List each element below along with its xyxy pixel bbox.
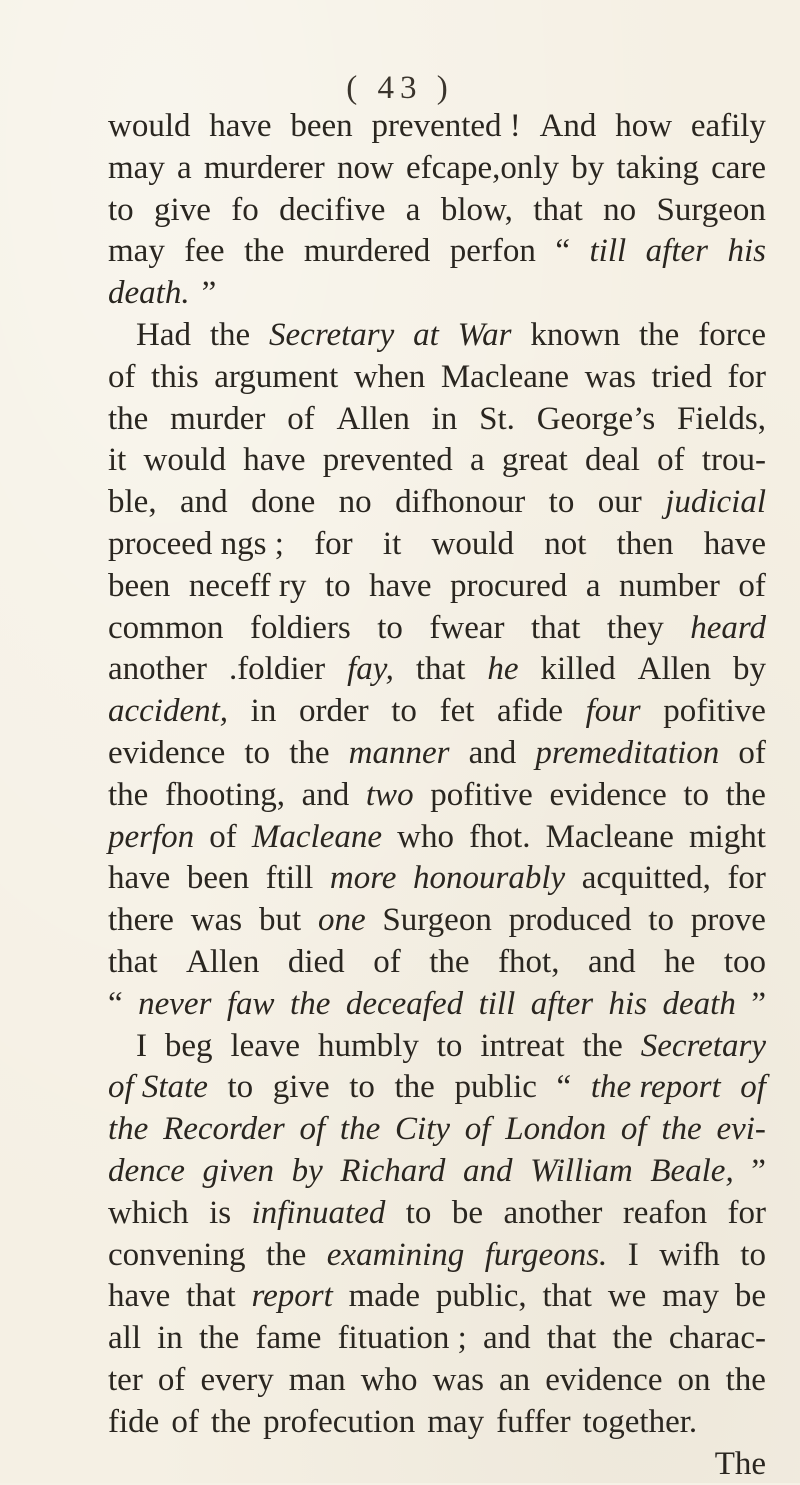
word: there (108, 900, 174, 942)
word: too (724, 942, 766, 984)
word: another (503, 1193, 602, 1235)
word: on (678, 1360, 711, 1402)
page-number: ( 43 ) (0, 70, 800, 107)
italic-word: and (463, 1151, 513, 1193)
text-line (108, 190, 766, 232)
word: in (157, 1318, 183, 1360)
italic-word: Macleane (252, 817, 382, 859)
word: trou- (702, 440, 766, 482)
italic-word: evi- (716, 1109, 765, 1151)
word: I (628, 1235, 639, 1277)
word: “ (555, 231, 570, 273)
word: have (108, 858, 170, 900)
word: humbly (318, 1026, 419, 1068)
word: of (738, 733, 766, 775)
italic-word: till (479, 984, 516, 1026)
word: it (383, 524, 401, 566)
word: prevented ! (371, 106, 520, 148)
word: fame (255, 1318, 321, 1360)
word: the (726, 775, 766, 817)
italic-word: accident, (108, 691, 228, 733)
word: for (727, 858, 765, 900)
word: together. (583, 1402, 698, 1444)
word: to (377, 608, 403, 650)
word: of (657, 440, 685, 482)
text-line (108, 1235, 766, 1277)
text-line (108, 1151, 766, 1193)
word: order (299, 691, 369, 733)
word: but (259, 900, 301, 942)
body-text (108, 106, 766, 1485)
text-line (108, 440, 766, 482)
word: Surgeon (382, 900, 491, 942)
word: produced (509, 900, 632, 942)
text-line (108, 942, 766, 984)
word: argument (214, 357, 338, 399)
word: the (583, 1026, 623, 1068)
word: an (499, 1360, 530, 1402)
word: George’s (537, 399, 656, 441)
word: to (683, 775, 709, 817)
word: foldiers (250, 608, 351, 650)
word: that (416, 649, 465, 691)
word: was (433, 1360, 484, 1402)
word: to (740, 1235, 766, 1277)
word: that (533, 190, 582, 232)
text-line (108, 1067, 766, 1109)
word: common (108, 608, 223, 650)
italic-word: two (366, 775, 414, 817)
text-line (108, 1444, 766, 1485)
italic-word: manner (349, 733, 450, 775)
word: was (585, 357, 636, 399)
word: is (209, 1193, 231, 1235)
text-line (108, 858, 766, 900)
text-line (108, 775, 766, 817)
word: and (588, 942, 636, 984)
italic-word: four (586, 691, 641, 733)
word: we (608, 1276, 646, 1318)
word: would (431, 524, 514, 566)
word: Macleane (546, 817, 674, 859)
word: would (144, 440, 227, 482)
text-line (108, 817, 766, 859)
italic-word: fay, (347, 649, 394, 691)
word: “ (108, 984, 123, 1026)
italic-word: death. (108, 273, 190, 315)
word: be (735, 1276, 766, 1318)
word: Allen (638, 649, 711, 691)
word: have (243, 440, 305, 482)
word: Had (136, 315, 191, 357)
word: neceff ry (189, 566, 307, 608)
word: by (571, 148, 604, 190)
italic-word: premeditation (535, 733, 719, 775)
word: fuffer (496, 1402, 571, 1444)
word: fhooting, (165, 775, 285, 817)
word: which (108, 1193, 189, 1235)
word: afide (497, 691, 563, 733)
italic-word: his (609, 984, 648, 1026)
word: Surgeon (657, 190, 766, 232)
word: ” (751, 1151, 766, 1193)
italic-word: the report (591, 1067, 721, 1109)
italic-word: Secretary (641, 1026, 766, 1068)
word: been (108, 566, 170, 608)
italic-word: at (413, 315, 439, 357)
italic-word: Richard (340, 1151, 445, 1193)
word: the (211, 1402, 251, 1444)
word: ” (202, 273, 217, 315)
word: taking (616, 148, 698, 190)
text-line (108, 357, 766, 399)
word: procured (450, 566, 567, 608)
word: care (711, 148, 766, 190)
word: no (339, 482, 372, 524)
word: to (349, 1067, 375, 1109)
word: the (266, 1235, 306, 1277)
word: Macleane (441, 357, 569, 399)
italic-word: his (727, 231, 766, 273)
word: man (289, 1360, 346, 1402)
word: to (437, 1026, 463, 1068)
italic-word: death (663, 984, 736, 1026)
word: of (373, 942, 401, 984)
word: proceed ngs ; (108, 524, 284, 566)
word: convening (108, 1235, 245, 1277)
text-line (108, 733, 766, 775)
word: may (427, 1402, 484, 1444)
word: known (530, 315, 620, 357)
text-line (108, 231, 766, 273)
word: prevented (323, 440, 453, 482)
word: fet (440, 691, 475, 733)
word: Fields, (677, 399, 766, 441)
word: might (689, 817, 766, 859)
italic-word: infinuated (252, 1193, 386, 1235)
word: “ (557, 1067, 572, 1109)
text-line (108, 1109, 766, 1151)
word: perfon (450, 231, 536, 273)
text-line (108, 608, 766, 650)
word: who (361, 1360, 418, 1402)
word: number (619, 566, 720, 608)
word: the (395, 1067, 435, 1109)
word: the (199, 1318, 239, 1360)
word: in (251, 691, 277, 733)
italic-word: deceafed (346, 984, 463, 1026)
word: to (648, 900, 674, 942)
italic-word: Recorder (163, 1109, 285, 1151)
italic-word: London (505, 1109, 606, 1151)
text-line (108, 1318, 766, 1360)
word: to (549, 482, 575, 524)
text-line (108, 148, 766, 190)
word: the (210, 315, 250, 357)
word: fhot, (498, 942, 559, 984)
word: ” (751, 984, 766, 1026)
word: murderer (204, 148, 325, 190)
italic-word: one (318, 900, 366, 942)
word: been (187, 858, 249, 900)
word: to (244, 733, 270, 775)
word: that (108, 942, 157, 984)
word: St. (479, 399, 515, 441)
word: murder (170, 399, 265, 441)
word: give (273, 1067, 330, 1109)
word: that (547, 1318, 596, 1360)
word: for (728, 1193, 766, 1235)
text-line (108, 524, 766, 566)
word: decifive (279, 190, 385, 232)
italic-word: dence (108, 1151, 185, 1193)
italic-word: more (330, 858, 397, 900)
word: done (251, 482, 315, 524)
word: in (432, 399, 458, 441)
italic-word: he (487, 649, 518, 691)
italic-word: perfon (108, 817, 194, 859)
word: profecution (263, 1402, 415, 1444)
italic-word: War (458, 315, 512, 357)
word: pofitive (430, 775, 533, 817)
word: of (209, 817, 237, 859)
word: force (698, 315, 766, 357)
word: may (662, 1276, 719, 1318)
word: great (502, 440, 568, 482)
word: eafily (691, 106, 766, 148)
italic-word: the (108, 1109, 148, 1151)
text-line (108, 106, 766, 148)
word: another (108, 649, 207, 691)
italic-word: after (646, 231, 708, 273)
word: that (531, 608, 580, 650)
text-line (108, 399, 766, 441)
word: evidence (545, 1360, 662, 1402)
text-line (108, 1360, 766, 1402)
italic-word: given (203, 1151, 274, 1193)
word: that (186, 1276, 235, 1318)
word: And (540, 106, 597, 148)
word: of (287, 399, 315, 441)
italic-word: of (299, 1109, 325, 1151)
word: to (391, 691, 417, 733)
word: give (154, 190, 211, 232)
word: charac- (669, 1318, 766, 1360)
word: and (180, 482, 228, 524)
word: a (586, 566, 601, 608)
word: to (325, 566, 351, 608)
word: fee (184, 231, 224, 273)
italic-word: City (395, 1109, 450, 1151)
word: .foldier (229, 649, 325, 691)
word: of (171, 1402, 199, 1444)
italic-word: of State (108, 1067, 208, 1109)
word: the (108, 775, 148, 817)
word: public (454, 1067, 536, 1109)
word: beg (165, 1026, 213, 1068)
word: fwear (429, 608, 504, 650)
italic-word: judicial (665, 482, 766, 524)
word: all (108, 1318, 141, 1360)
word: ter (108, 1360, 143, 1402)
text-line (108, 649, 766, 691)
word: fide (108, 1402, 159, 1444)
italic-word: the (661, 1109, 701, 1151)
italic-word: Beale, (650, 1151, 733, 1193)
italic-word: honourably (413, 858, 565, 900)
word: by (733, 649, 766, 691)
word: that (542, 1276, 591, 1318)
text-line (108, 566, 766, 608)
word: the (289, 733, 329, 775)
word: and (483, 1318, 531, 1360)
word: for (727, 357, 765, 399)
word: fo (231, 190, 259, 232)
italic-word: faw (227, 984, 275, 1026)
word: would (108, 106, 191, 148)
italic-word: till (590, 231, 627, 273)
word: efcape,only (406, 148, 559, 190)
italic-word: the (290, 984, 330, 1026)
text-line (108, 273, 766, 315)
word: not (544, 524, 586, 566)
word: a (177, 148, 192, 190)
word: for (314, 524, 352, 566)
word: acquitted, (582, 858, 711, 900)
word: no (603, 190, 636, 232)
italic-word: report (251, 1276, 332, 1318)
word: when (354, 357, 425, 399)
word: he (664, 942, 695, 984)
word: wifh (659, 1235, 720, 1277)
word: difhonour (395, 482, 525, 524)
text-line (108, 315, 766, 357)
word: leave (230, 1026, 300, 1068)
italic-word: of (465, 1109, 491, 1151)
word: I (136, 1026, 147, 1068)
word: now (337, 148, 394, 190)
word: pofitive (663, 691, 766, 733)
word: a (406, 190, 421, 232)
word: be (452, 1193, 483, 1235)
word: how (615, 106, 672, 148)
word: have (209, 106, 271, 148)
word: the (726, 1360, 766, 1402)
word: deal (585, 440, 640, 482)
word: intreat (480, 1026, 564, 1068)
italic-word: never (138, 984, 211, 1026)
word: killed (540, 649, 615, 691)
word: prove (691, 900, 766, 942)
text-line (108, 482, 766, 524)
word: have (704, 524, 766, 566)
word: to (228, 1067, 254, 1109)
word: to (406, 1193, 432, 1235)
word: ble, (108, 482, 157, 524)
italic-word: the (340, 1109, 380, 1151)
word: it (108, 440, 126, 482)
text-line (108, 1193, 766, 1235)
word: to (108, 190, 134, 232)
word: blow, (441, 190, 513, 232)
word: every (200, 1360, 273, 1402)
text-line (108, 1276, 766, 1318)
word: the (244, 231, 284, 273)
word: public, (436, 1276, 527, 1318)
word: and (469, 733, 517, 775)
word: may (108, 148, 165, 190)
word: reafon (623, 1193, 707, 1235)
word: Allen (337, 399, 410, 441)
word: ftill (266, 858, 314, 900)
word: may (108, 231, 165, 273)
word: of (738, 566, 766, 608)
word: the (429, 942, 469, 984)
word: the (108, 399, 148, 441)
text-line (108, 900, 766, 942)
word: they (607, 608, 664, 650)
word: tried (651, 357, 711, 399)
italic-word: furgeons. (485, 1235, 608, 1277)
italic-word: after (531, 984, 593, 1026)
word: the (612, 1318, 652, 1360)
word: this (151, 357, 199, 399)
italic-word: examining (327, 1235, 464, 1277)
italic-word: of (740, 1067, 766, 1109)
text-line (108, 1402, 766, 1444)
word: murdered (304, 231, 430, 273)
italic-word: William (530, 1151, 633, 1193)
word: was (191, 900, 242, 942)
word: and (302, 775, 350, 817)
italic-word: heard (690, 608, 766, 650)
word: fituation ; (338, 1318, 467, 1360)
italic-word: Secretary (269, 315, 394, 357)
word: then (617, 524, 674, 566)
word: the (639, 315, 679, 357)
word: Allen (186, 942, 259, 984)
word: made (349, 1276, 420, 1318)
text-line (108, 1026, 766, 1068)
word: fhot. (469, 817, 530, 859)
word: our (598, 482, 642, 524)
word: of (108, 357, 136, 399)
italic-word: of (621, 1109, 647, 1151)
word: died (288, 942, 345, 984)
text-line (108, 691, 766, 733)
word: who (397, 817, 454, 859)
word: have (108, 1276, 170, 1318)
word: evidence (108, 733, 225, 775)
word: evidence (549, 775, 666, 817)
word: been (290, 106, 352, 148)
text-line (108, 984, 766, 1026)
word: a (470, 440, 485, 482)
word: The (715, 1444, 766, 1485)
word: of (158, 1360, 186, 1402)
word: have (369, 566, 431, 608)
italic-word: by (292, 1151, 323, 1193)
